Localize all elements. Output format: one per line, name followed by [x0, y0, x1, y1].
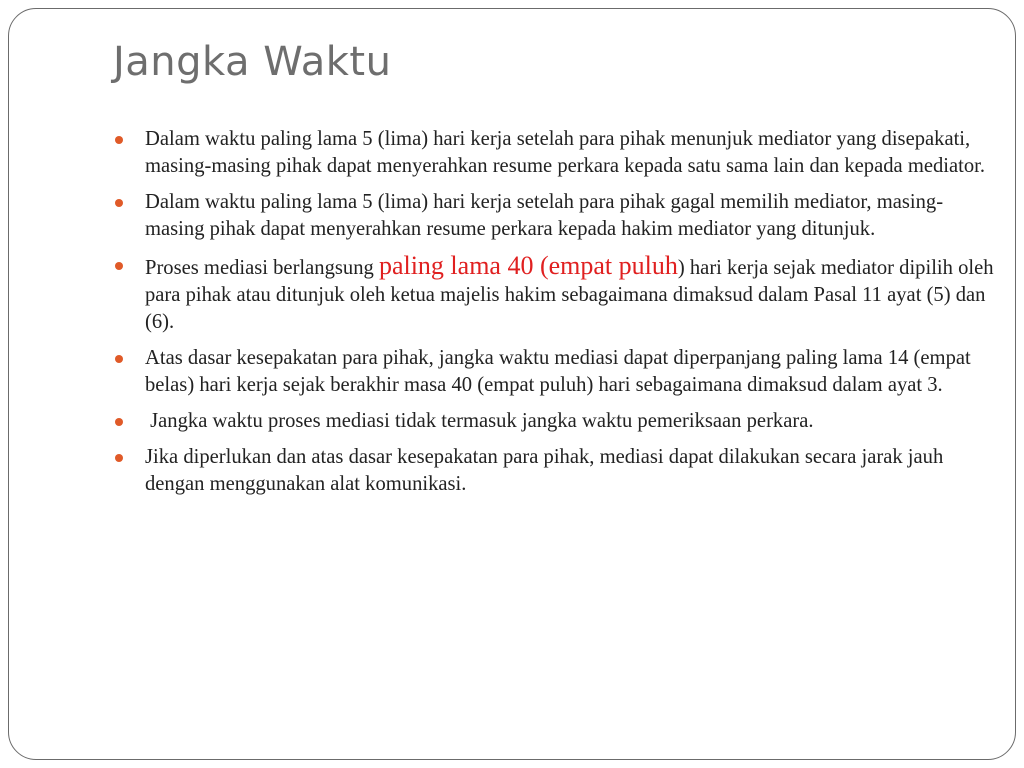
slide-frame [8, 8, 1016, 760]
bullet-icon [115, 355, 123, 363]
bullet-icon [115, 418, 123, 426]
bullet-item [115, 408, 995, 435]
bullet-text: Jika diperlukan dan atas dasar kesepakatan para pihak, mediasi dapat dilakukan secara jarak jauh dengan menggunakan alat komunikasi. [145, 446, 944, 495]
bullet-icon [115, 199, 123, 207]
bullet-text: Atas dasar kesepakatan para pihak, jangka waktu mediasi dapat diperpanjang paling lama 14 (empat belas) hari kerja sejak berakhir masa 40 (empat puluh) hari sebagaimana dimaksud dalam ayat 3. [145, 347, 971, 396]
bullet-item [115, 345, 995, 399]
bullet-text-start: Proses mediasi berlangsung [145, 257, 379, 279]
bullet-icon [115, 454, 123, 462]
bullet-text-emphasis: paling lama 40 (empat puluh [378, 251, 678, 280]
bullet-icon [115, 136, 123, 144]
bullet-text: Dalam waktu paling lama 5 (lima) hari kerja setelah para pihak gagal memilih mediator, masing-masing pihak dapat menyerahkan resume perkara kepada hakim mediator yang ditunjuk. [145, 191, 944, 240]
bullet-list [115, 126, 995, 507]
bullet-text: Jangka waktu proses mediasi tidak termasuk jangka waktu pemeriksaan perkara. [145, 410, 814, 432]
bullet-icon [115, 262, 123, 270]
bullet-item [115, 252, 995, 336]
bullet-item [115, 126, 995, 180]
bullet-text: Dalam waktu paling lama 5 (lima) hari kerja setelah para pihak menunjuk mediator yang disepakati, masing-masing pihak dapat menyerahkan resume perkara kepada satu sama lain dan kepada mediator. [145, 128, 986, 177]
bullet-item [115, 444, 995, 498]
slide-title: Jangka Waktu [113, 39, 392, 85]
bullet-text-end: ) hari kerja sejak mediator dipilih oleh para pihak atau ditunjuk oleh ketua majelis hakim sebagaimana dimaksud dalam Pasal 11 ayat (5) dan (6). [145, 257, 994, 333]
bullet-item [115, 189, 995, 243]
